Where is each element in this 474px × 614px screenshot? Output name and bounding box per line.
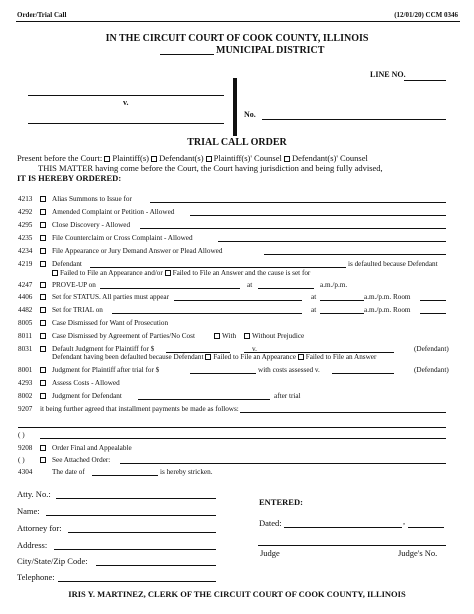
item-8031-v: v.	[252, 345, 257, 353]
item-text: Judgment for Plaintiff after trial for $	[52, 366, 160, 374]
default-answer-label: Failed to File an Answer	[305, 353, 377, 361]
item-8005-checkbox[interactable]	[40, 320, 46, 326]
status-time-field[interactable]	[320, 300, 364, 301]
judgment-defendant-field[interactable]	[332, 373, 394, 374]
failed-answer-checkbox[interactable]	[165, 270, 171, 276]
without-prejudice-label: Without Prejudice	[252, 332, 305, 340]
present-plaintiff-checkbox[interactable]	[104, 156, 110, 162]
item-text: File Counterclaim or Cross Complaint - Allowed	[52, 234, 193, 242]
city-field[interactable]	[96, 565, 216, 566]
trial-date-field[interactable]	[112, 313, 302, 314]
line-no-field[interactable]	[404, 80, 446, 81]
form-code: (12/01/20) CCM 0346	[394, 11, 458, 19]
item-8011-checkbox[interactable]	[40, 333, 46, 339]
clerk-footer: IRIS Y. MARTINEZ, CLERK OF THE CIRCUIT COURT OF COOK COUNTY, ILLINOIS	[68, 589, 406, 599]
item-code: ( )	[18, 431, 25, 439]
with-prejudice-label: With	[222, 332, 237, 340]
item-4482-at: at	[311, 306, 317, 314]
present-label: Present before the Court:	[17, 153, 103, 163]
item-9208-checkbox[interactable]	[40, 445, 46, 451]
item-text: PROVE-UP on	[52, 281, 96, 289]
prove-up-time-field[interactable]	[258, 288, 314, 289]
stricken-date-field[interactable]	[92, 475, 158, 476]
item-4213-field[interactable]	[150, 202, 446, 203]
dated-comma: ,	[403, 516, 406, 526]
judge-label: Judge	[260, 548, 280, 558]
judge-signature-field[interactable]	[258, 545, 446, 546]
item-4235-checkbox[interactable]	[40, 235, 46, 241]
item-text: Alias Summons to Issue for	[52, 195, 132, 203]
item-4213-checkbox[interactable]	[40, 196, 46, 202]
district-blank[interactable]	[160, 54, 214, 55]
item-8001-costs: with costs assessed v.	[258, 366, 320, 374]
item-text: Case Dismissed by Agreement of Parties/No Cost	[52, 332, 195, 340]
item-text: Case Dismissed for Want of Prosecution	[52, 319, 169, 327]
item-4247-checkbox[interactable]	[40, 282, 46, 288]
default-appearance-label: Failed to File an Appearance	[213, 353, 296, 361]
item-text: File Appearance or Jury Demand Answer or Plead Allowed	[52, 247, 223, 255]
status-room-field[interactable]	[420, 300, 446, 301]
city-label: City/State/Zip Code:	[17, 556, 88, 566]
installment-field-2[interactable]	[18, 427, 446, 428]
present-plaintiff-label: Plaintiff(s)	[112, 153, 150, 163]
order-title: TRIAL CALL ORDER	[187, 137, 287, 148]
failed-appearance-checkbox[interactable]	[52, 270, 58, 276]
item-4292-field[interactable]	[190, 215, 446, 216]
attorney-for-label: Attorney for:	[17, 523, 62, 533]
installment-field-1[interactable]	[240, 412, 446, 413]
judgment-amount-field[interactable]	[190, 373, 256, 374]
item-text: Amended Complaint or Petition - Allowed	[52, 208, 175, 216]
item-4234-field[interactable]	[264, 254, 446, 255]
telephone-label: Telephone:	[17, 572, 55, 582]
ordered-label: IT IS HEREBY ORDERED:	[17, 173, 122, 183]
item-code: 4219	[18, 260, 33, 268]
dated-label: Dated:	[259, 518, 282, 528]
item-code: 9208	[18, 444, 33, 452]
judgment-defendant-name-field[interactable]	[138, 399, 270, 400]
item-text: The date of	[52, 468, 85, 476]
item-8031-sub	[52, 353, 376, 361]
item-4482-checkbox[interactable]	[40, 307, 46, 313]
present-plaintiff-counsel-checkbox[interactable]	[206, 156, 212, 162]
item-text: Assess Costs - Allowed	[52, 379, 120, 387]
dated-year-field[interactable]	[408, 527, 444, 528]
trial-time-field[interactable]	[320, 313, 364, 314]
item-code: 8005	[18, 319, 33, 327]
line-no-label: LINE NO.	[370, 70, 406, 79]
item-code: 8011	[18, 332, 33, 340]
item-4406-checkbox[interactable]	[40, 294, 46, 300]
matter-text: THIS MATTER having come before the Court, the Court having jurisdiction and being fully advised,	[38, 163, 383, 173]
failed-appearance-label: Failed to File an Appearance and/or	[60, 269, 163, 277]
court-heading: IN THE CIRCUIT COURT OF COOK COUNTY, ILLINOIS	[105, 33, 369, 44]
plaintiff-field[interactable]	[28, 95, 224, 96]
item-4247-at: at	[247, 281, 253, 289]
default-answer-checkbox[interactable]	[298, 354, 304, 360]
item-text: Judgment for Defendant	[52, 392, 122, 400]
item-text: it being further agreed that installment payments be made as follows:	[40, 405, 239, 413]
item-8001-checkbox[interactable]	[40, 367, 46, 373]
defendant-field[interactable]	[28, 123, 224, 124]
item-8031-sub-text: Defendant having been defaulted because Defendant	[52, 353, 204, 361]
case-no-label: No.	[244, 110, 256, 119]
address-label: Address:	[17, 540, 48, 550]
item-8001-defendant-tag: (Defendant)	[414, 366, 449, 374]
item-4406-at: at	[311, 293, 317, 301]
entered-label: ENTERED:	[259, 497, 303, 507]
attorney-for-field[interactable]	[68, 532, 216, 533]
item-code: 4304	[18, 468, 33, 476]
item-4219-field[interactable]	[90, 267, 346, 268]
item-code: 4406	[18, 293, 33, 301]
item-8002-after: after trial	[274, 392, 301, 400]
item-text: Set for TRIAL on	[52, 306, 103, 314]
present-defendant-checkbox[interactable]	[151, 156, 157, 162]
item-text: See Attached Order:	[52, 456, 111, 464]
trial-room-field[interactable]	[420, 313, 446, 314]
item-4219-options	[52, 269, 310, 277]
dated-field[interactable]	[284, 527, 402, 528]
failed-answer-label: Failed to File an Answer and the cause is set for	[172, 269, 311, 277]
with-prejudice-checkbox[interactable]	[214, 333, 220, 339]
item-code: ( )	[18, 456, 25, 464]
item-4235-field[interactable]	[218, 241, 446, 242]
item-code: 4247	[18, 281, 33, 289]
item-code: 4482	[18, 306, 33, 314]
atty-no-label: Atty. No.:	[17, 489, 51, 499]
item-text: Defendant	[52, 260, 82, 268]
item-text: Set for STATUS. All parties must appear	[52, 293, 170, 301]
form-label: Order/Trial Call	[17, 11, 67, 19]
item-4219-checkbox[interactable]	[40, 261, 46, 267]
item-code: 4295	[18, 221, 33, 229]
item-4292-checkbox[interactable]	[40, 209, 46, 215]
item-8031-checkbox[interactable]	[40, 346, 46, 352]
item-text: Default Judgment for Plaintiff for $	[52, 345, 155, 353]
installment-field-3[interactable]	[40, 438, 446, 439]
district-heading: MUNICIPAL DISTRICT	[216, 45, 325, 56]
item-4295-field[interactable]	[140, 228, 446, 229]
present-plaintiff-counsel-label: Plaintiff(s)' Counsel	[213, 153, 282, 163]
status-date-field[interactable]	[174, 300, 302, 301]
item-code: 4293	[18, 379, 33, 387]
item-4219-tail: is defaulted because Defendant	[348, 260, 438, 268]
item-code: 9207	[18, 405, 33, 413]
item-code: 8001	[18, 366, 33, 374]
item-code: 8031	[18, 345, 33, 353]
item-code: 8002	[18, 392, 33, 400]
telephone-field[interactable]	[58, 581, 216, 582]
item-code: 4213	[18, 195, 33, 203]
attached-order-field[interactable]	[120, 463, 446, 464]
present-defendant-counsel-label: Defendant(s)' Counsel	[291, 153, 368, 163]
item-attached-checkbox[interactable]	[40, 457, 46, 463]
judge-no-label: Judge's No.	[398, 548, 438, 558]
item-text: Order Final and Appealable	[52, 444, 132, 452]
present-defendant-counsel-checkbox[interactable]	[284, 156, 290, 162]
default-appearance-checkbox[interactable]	[205, 354, 211, 360]
address-field[interactable]	[54, 549, 216, 550]
item-4304-tail: is hereby stricken.	[160, 468, 213, 476]
item-code: 4292	[18, 208, 33, 216]
item-8031-defendant-tag: (Defendant)	[414, 345, 449, 353]
item-4293-checkbox[interactable]	[40, 380, 46, 386]
case-no-field[interactable]	[262, 119, 446, 120]
present-defendant-label: Defendant(s)	[159, 153, 204, 163]
without-prejudice-checkbox[interactable]	[244, 333, 250, 339]
item-code: 4235	[18, 234, 33, 242]
item-8002-checkbox[interactable]	[40, 393, 46, 399]
prove-up-date-field[interactable]	[100, 288, 240, 289]
item-4295-checkbox[interactable]	[40, 222, 46, 228]
present-row	[17, 153, 368, 163]
item-text: Close Discovery - Allowed	[52, 221, 131, 229]
item-4482-ampm-room: a.m./p.m. Room	[364, 306, 411, 314]
item-4406-ampm-room: a.m./p.m. Room	[364, 293, 411, 301]
versus-label: v.	[123, 98, 129, 107]
item-4247-ampm: a.m./p.m.	[320, 281, 348, 289]
name-field[interactable]	[46, 515, 216, 516]
name-label: Name:	[17, 506, 40, 516]
atty-no-field[interactable]	[56, 498, 216, 499]
caption-divider	[233, 78, 237, 136]
item-4234-checkbox[interactable]	[40, 248, 46, 254]
item-code: 4234	[18, 247, 33, 255]
